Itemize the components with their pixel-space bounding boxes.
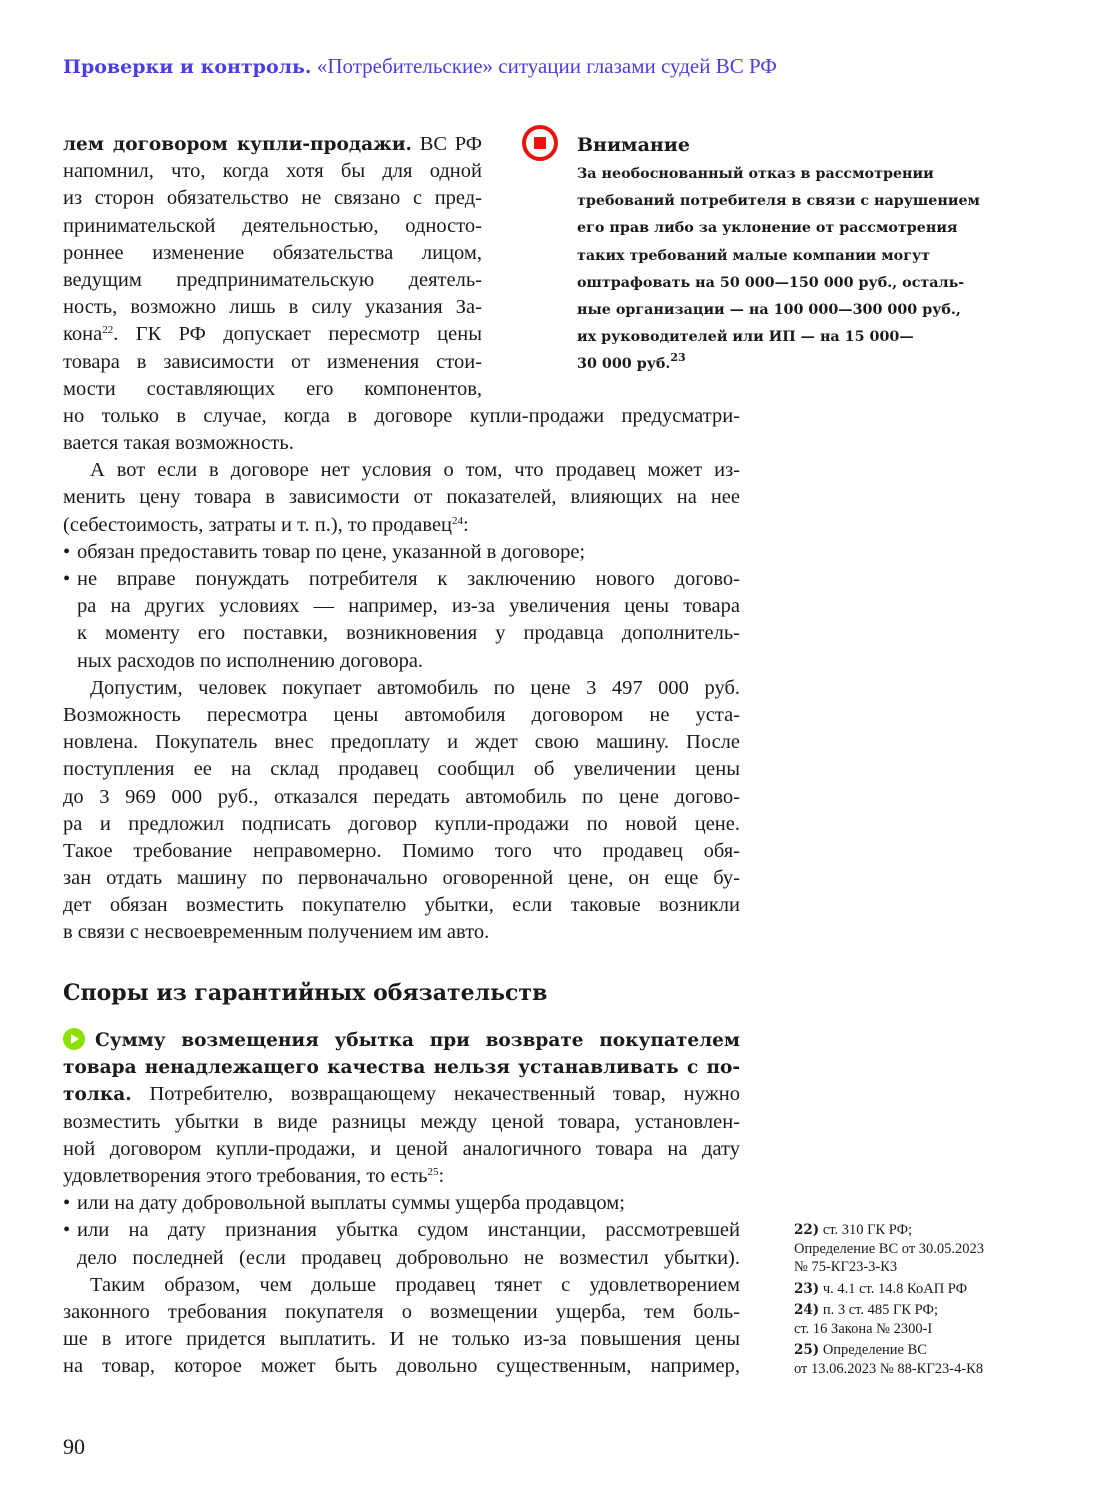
text-line (63, 1245, 740, 1272)
text-line (63, 131, 482, 158)
text-line (63, 1109, 740, 1136)
footnote-text: ч. 4.1 ст. 14.8 КоАП РФ (822, 1280, 968, 1297)
text-line (63, 457, 740, 484)
text-line (63, 349, 482, 376)
body-text-lower (63, 1027, 740, 1380)
text-line (63, 484, 740, 511)
text-line (63, 1027, 740, 1054)
text-line (63, 1299, 740, 1326)
text-run: не вправе понуждать потребителя к заключению нового догово- (77, 568, 740, 590)
text-run: до 3 969 000 руб., отказался передать автомобиль по цене догово- (63, 785, 740, 808)
footnote-number: 22) (794, 1222, 820, 1238)
text-line (63, 675, 740, 702)
text-run: ВС РФ (411, 133, 482, 155)
footnote-ref: 22 (102, 324, 114, 337)
footnote-line (794, 1301, 1024, 1320)
attention-text: требований потребителя в связи с нарушением (577, 193, 980, 210)
footnote-number: 25) (794, 1342, 820, 1358)
text-run: удовлетворения этого требования, то есть (63, 1164, 428, 1187)
text-run: менить цену товара в зависимости от показателей, влияющих на нее (63, 486, 740, 509)
text-run: зан отдать машину по первоначально оговоренной цене, он еще бу- (63, 867, 740, 890)
footnote-text: № 75-КГ23-3-К3 (794, 1259, 898, 1275)
attention-text: его прав либо за уклонение от рассмотрения (577, 220, 958, 237)
footnote-line (794, 1280, 1024, 1299)
bullet-icon: • (63, 1219, 71, 1242)
text-run: кона (63, 323, 103, 346)
footnote-item (794, 1280, 1024, 1299)
attention-line (577, 188, 1007, 215)
footnote-ref: 24 (452, 514, 464, 527)
footnote-line (794, 1258, 1024, 1277)
text-line (63, 1272, 740, 1299)
text-line (63, 185, 482, 212)
text-line (63, 593, 740, 620)
attention-title: Внимание (577, 134, 690, 156)
text-line (63, 838, 740, 865)
text-run: роннее изменение обязательства лицом, (63, 241, 482, 264)
text-run: или на дату добровольной выплаты суммы ущерба продавцом; (77, 1192, 625, 1215)
text-line (63, 729, 740, 756)
text-line (63, 321, 482, 348)
attention-text: За необоснованный отказ в рассмотрении (577, 166, 934, 182)
text-line (63, 240, 482, 267)
text-line (63, 865, 740, 892)
text-run: законного требования покупателя о возмещении ущерба, тем боль- (63, 1300, 740, 1323)
text-line (63, 1054, 740, 1081)
text-run: ведущим предпринимательскую деятель- (63, 268, 482, 291)
text-run: Таким образом, чем дольше продавец тянет с удовлетворением (90, 1273, 740, 1296)
attention-line (577, 351, 1007, 378)
text-run: к моменту его поставки, возникновения у продавца дополнитель- (77, 622, 740, 645)
header-section: Проверки и контроль. (63, 56, 312, 78)
footnote-item (794, 1221, 1024, 1277)
text-line (63, 1190, 740, 1217)
footnote-text: ст. 16 Закона № 2300-I (794, 1320, 933, 1337)
text-run: (себестоимость, затраты и т. п.), то продавец (63, 513, 453, 536)
text-line (63, 892, 740, 919)
footnote-text: ст. 310 ГК РФ; (822, 1222, 913, 1238)
footnote-number: 24) (794, 1302, 820, 1318)
footnote-ref: 25 (427, 1165, 439, 1178)
play-icon (63, 1028, 85, 1050)
text-line (63, 267, 482, 294)
footnote-line (794, 1320, 1024, 1339)
text-run: возместить убытки в виде разницы между ценой товара, установлен- (63, 1110, 740, 1133)
text-run: ных расходов по исполнению договора. (77, 649, 424, 672)
text-line (63, 919, 740, 946)
text-run: ше в итоге придется выплатить. И не только из-за повышения цены (63, 1328, 740, 1351)
footnote-line (794, 1221, 1024, 1240)
text-line (63, 376, 482, 403)
text-run: Такое требование неправомерно. Помимо того что продавец обя- (63, 839, 740, 862)
text-line (63, 512, 740, 539)
text-line (63, 403, 740, 430)
text-run: принимательской деятельностью, односто- (63, 214, 482, 237)
attention-line (577, 270, 1007, 297)
text-run: Возможность пересмотра цены автомобиля договором не уста- (63, 703, 740, 726)
text-run: поступления ее на склад продавец сообщил об увеличении цены (63, 758, 740, 781)
bold-lead-text: товара ненадлежащего качества нельзя устанавливать с по- (63, 1057, 740, 1079)
attention-body (577, 161, 1007, 379)
text-run: на товар, которое может быть довольно существенным, например, (63, 1355, 740, 1378)
text-line (63, 1136, 740, 1163)
text-run: ность, возможно лишь в силу указания За- (63, 296, 482, 319)
text-run: или на дату признания убытка судом инстанции, рассмотревшей (77, 1219, 740, 1242)
text-run: дело последней (если продавец добровольно не возместил убытки). (77, 1246, 740, 1269)
text-line (63, 756, 740, 783)
text-run: товара в зависимости от изменения стои- (63, 350, 482, 373)
text-run: Допустим, человек покупает автомобиль по цене 3 497 000 руб. (90, 676, 740, 699)
bold-lead-text: Сумму возмещения убытка при возврате покупателем (95, 1030, 740, 1051)
bullet-icon: • (63, 540, 71, 563)
footnote-line (794, 1341, 1024, 1360)
attention-line (577, 161, 1007, 188)
text-line (63, 811, 740, 838)
footnote-text: Определение ВС (822, 1342, 927, 1358)
text-line (63, 784, 740, 811)
attention-text: 30 000 руб. (577, 356, 671, 373)
attention-text: их руководителей или ИП — на 15 000— (577, 329, 914, 346)
footnote-line (794, 1240, 1024, 1259)
footnote-item (794, 1301, 1024, 1338)
attention-icon (522, 125, 558, 161)
text-line (63, 648, 740, 675)
footnote-ref: 23 (670, 351, 686, 365)
text-line (63, 1081, 740, 1108)
text-line (63, 430, 740, 457)
attention-line (577, 243, 1007, 270)
text-line (63, 620, 740, 647)
text-run: но только в случае, когда в договоре купли-продажи предусматри- (63, 404, 740, 427)
bold-lead-text: лем договором купли-продажи. (63, 134, 412, 155)
text-run: А вот если в договоре нет условия о том, что продавец может из- (90, 459, 740, 482)
text-line (63, 702, 740, 729)
text-line (63, 1163, 740, 1190)
footnote-text: п. 3 ст. 485 ГК РФ; (822, 1302, 938, 1318)
text-line (63, 294, 482, 321)
text-line (63, 566, 740, 593)
text-line (63, 213, 482, 240)
text-run: обязан предоставить товар по цене, указанной в договоре; (77, 540, 586, 563)
bold-lead-text: толка. (63, 1084, 132, 1106)
attention-line (577, 215, 1007, 242)
attention-line (577, 324, 1007, 351)
footnote-item (794, 1341, 1024, 1378)
text-line (63, 1326, 740, 1353)
page-number: 90 (63, 1434, 85, 1459)
footnote-text: Определение ВС от 30.05.2023 (794, 1240, 985, 1257)
attention-text: ные организации — на 100 000—300 000 руб., (577, 301, 961, 318)
text-run: ной договором купли-продажи, и ценой аналогичного товара на дату (63, 1137, 740, 1160)
footnote-number: 23) (794, 1280, 820, 1297)
text-run: : (438, 1164, 445, 1187)
text-run: ра на других условиях — например, из-за увеличения цены товара (77, 595, 740, 618)
text-run: дет обязан возместить покупателю убытки, если таковые возникли (63, 894, 740, 917)
running-header (63, 54, 777, 79)
text-run: из сторон обязательство не связано с пред- (63, 187, 482, 210)
text-line (63, 158, 482, 185)
attention-line (577, 297, 1007, 324)
header-title: «Потребительские» ситуации глазами судей ВС РФ (316, 54, 777, 78)
bullet-icon: • (63, 568, 71, 590)
attention-text: оштрафовать на 50 000—150 000 руб., осталь- (577, 274, 965, 291)
attention-text: таких требований малые компании могут (577, 247, 930, 264)
text-run: вается такая возможность. (63, 432, 294, 455)
footnotes (794, 1221, 1024, 1381)
text-run: ра и предложил подписать договор купли-продажи по новой цене. (63, 812, 740, 835)
bullet-icon: • (63, 1192, 71, 1215)
text-line (63, 539, 740, 566)
text-run: : (463, 513, 469, 536)
text-run: Потребителю, возвращающему некачественный товар, нужно (131, 1083, 740, 1106)
text-run: мости составляющих его компонентов, (63, 377, 482, 400)
footnote-text: от 13.06.2023 № 88-КГ23-4-К8 (794, 1360, 984, 1377)
footnote-line (794, 1360, 1024, 1379)
text-run: напомнил, что, когда хотя бы для одной (63, 160, 482, 183)
text-run: . ГК РФ допускает пересмотр цены (113, 323, 482, 346)
text-run: новлена. Покупатель внес предоплату и ждет свою машину. После (63, 731, 740, 754)
text-line (63, 1353, 740, 1380)
section-heading: Споры из гарантийных обязательств (63, 980, 548, 1006)
text-line (63, 1217, 740, 1244)
text-run: в связи с несвоевременным получением им авто. (63, 921, 490, 944)
